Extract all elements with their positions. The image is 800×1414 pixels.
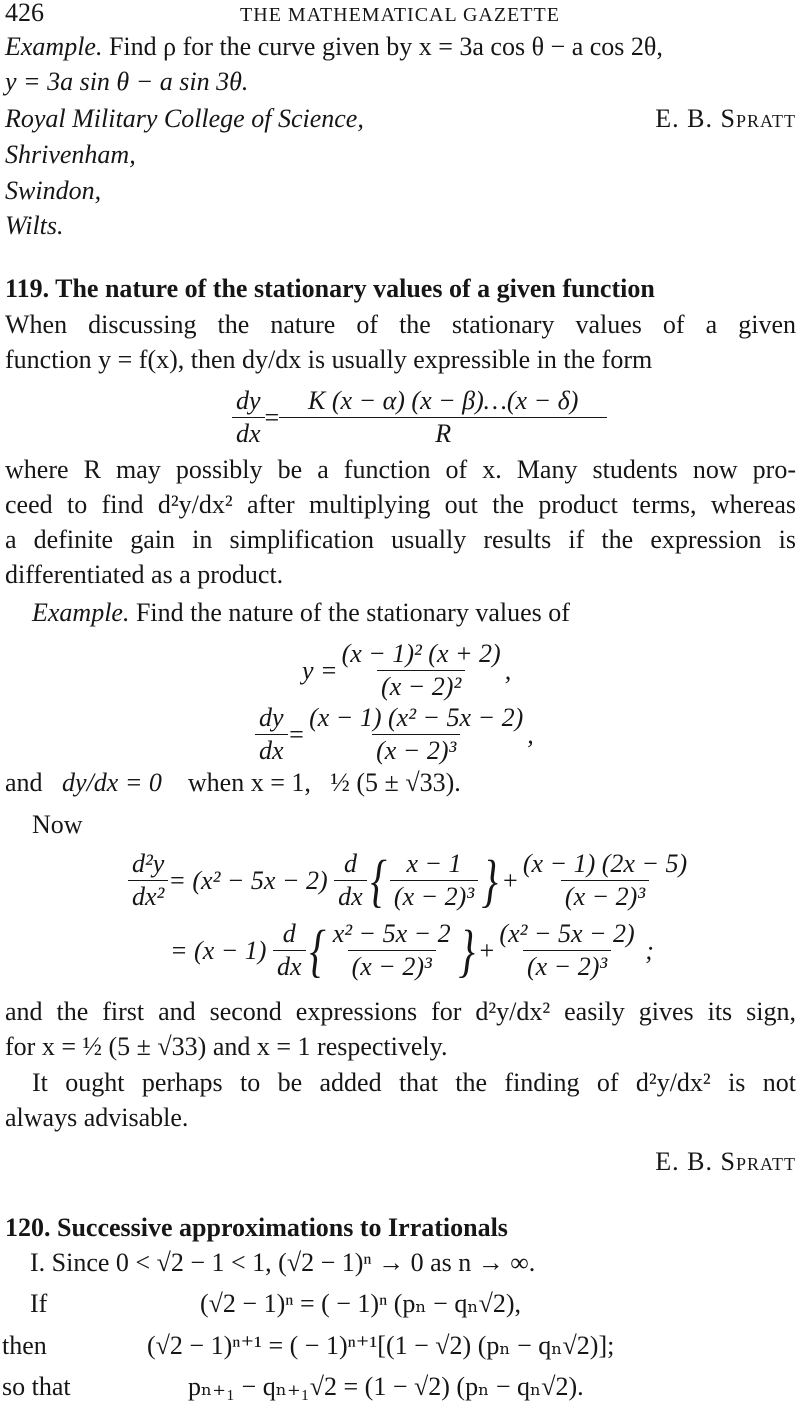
section-heading-120	[5, 1211, 508, 1245]
denominator: dx	[334, 880, 367, 913]
numerator: K (x − α) (x − β)…(x − δ)	[308, 386, 579, 415]
paragraph-line: always advisable.	[5, 1103, 189, 1132]
denominator: (x − 2)³	[372, 734, 460, 767]
denominator: (x − 2)²	[377, 670, 465, 703]
author-signature: E. B. Spratt	[655, 1147, 796, 1176]
punctuation: ,	[527, 719, 534, 749]
paragraph-line: function y = f(x), then dy/dx is usually expressible in the form	[5, 345, 653, 374]
section-title: Successive approximations to Irrationals	[57, 1213, 508, 1242]
affiliation-line: Royal Military College of Science,	[5, 104, 364, 133]
equation-y	[302, 638, 511, 703]
plus-sign: +	[501, 865, 519, 895]
fraction	[338, 638, 505, 703]
fraction	[232, 385, 265, 450]
section-number: 119.	[5, 274, 50, 303]
equals-sign: =	[287, 719, 306, 749]
open-brace: {	[370, 847, 387, 913]
equation-second-derivative-alt	[170, 918, 654, 983]
equation-then: (√2 − 1)ⁿ⁺¹ = ( − 1)ⁿ⁺¹[(1 − √2) (pₙ − qₙ√2)];	[147, 1331, 615, 1360]
denominator: (x − 2)³	[523, 950, 611, 983]
example-equation: y = 3a sin θ − a sin 3θ.	[5, 67, 249, 96]
author-signature: E. B. Spratt	[655, 104, 796, 133]
denominator: R	[279, 417, 607, 450]
numerator: (x − 1)² (x + 2)	[341, 639, 501, 668]
section-title: The nature of the stationary values of a given function	[55, 274, 655, 303]
expression: = (x − 1)	[170, 935, 267, 965]
equation-derivative	[255, 702, 534, 767]
example-label: Example.	[32, 598, 130, 627]
numerator: x² − 5x − 2	[332, 919, 451, 948]
affiliation-line: Shrivenham,	[5, 140, 136, 169]
roots: ½ (5 ± √33).	[330, 768, 461, 797]
roots-line	[5, 766, 461, 800]
numerator: d	[282, 919, 296, 948]
equation-so-that: pₙ₊₁ − qₙ₊₁√2 = (1 − √2) (pₙ − qₙ√2).	[188, 1372, 584, 1401]
lhs: y =	[302, 655, 338, 685]
fraction	[279, 385, 607, 450]
fraction	[334, 848, 367, 913]
fraction	[273, 918, 306, 983]
plus-sign: +	[477, 935, 496, 965]
numerator: (x − 1) (x² − 5x − 2)	[309, 703, 524, 732]
fraction	[390, 848, 478, 913]
numerator: dy	[236, 386, 261, 415]
section-number: 120.	[5, 1213, 51, 1242]
fraction	[128, 848, 168, 913]
numerator: d²y	[132, 849, 165, 878]
denominator: (x − 2)³	[348, 950, 436, 983]
expression: = (x² − 5x − 2)	[168, 865, 328, 895]
denominator: dx	[232, 417, 265, 450]
numerator: x − 1	[406, 849, 462, 878]
paragraph-line: ceed to find d²y/dx² after multiplying out the product terms, whereas	[5, 490, 796, 519]
equation-second-derivative	[128, 848, 691, 913]
denominator: (x − 2)³	[561, 880, 649, 913]
label-if: If	[30, 1289, 48, 1318]
numerator: (x² − 5x − 2)	[499, 919, 635, 948]
paragraph-line: where R may possibly be a function of x. Many students now pro-	[5, 455, 796, 484]
fraction	[255, 702, 288, 767]
example-text: Find the nature of the stationary values of	[135, 598, 570, 627]
punctuation: ,	[504, 655, 512, 685]
condition: dy/dx = 0	[62, 768, 162, 797]
paragraph-line: a definite gain in simplification usually results if the expression is	[5, 525, 796, 554]
running-header: THE MATHEMATICAL GAZETTE	[240, 4, 560, 26]
denominator: dx	[255, 734, 288, 767]
paragraph-line: I. Since 0 < √2 − 1 < 1, (√2 − 1)ⁿ → 0 as n → ∞.	[30, 1248, 536, 1277]
numerator: dy	[259, 703, 284, 732]
equals-sign: =	[264, 402, 280, 432]
example-text: Find ρ for the curve given by x = 3a cos θ − a cos 2θ,	[108, 32, 663, 61]
affiliation-line: Wilts.	[5, 211, 64, 240]
numerator: d	[343, 849, 357, 878]
text: and	[5, 768, 43, 797]
denominator: dx	[273, 950, 306, 983]
punctuation: ;	[645, 935, 654, 965]
close-brace: }	[458, 917, 475, 983]
example-label: Example.	[5, 32, 103, 61]
example-line	[5, 30, 663, 64]
fraction	[519, 848, 691, 913]
section-heading-119	[5, 272, 655, 306]
text: when x = 1,	[187, 768, 311, 797]
paragraph-line: differentiated as a product.	[5, 560, 284, 589]
paragraph-line: It ought perhaps to be added that the finding of d²y/dx² is not	[32, 1068, 796, 1097]
paragraph-line: for x = ½ (5 ± √33) and x = 1 respectively.	[5, 1032, 448, 1061]
example-line	[32, 596, 570, 630]
label-then: then	[2, 1331, 47, 1360]
paragraph-line: When discussing the nature of the stationary values of a given	[5, 310, 796, 339]
open-brace: {	[308, 917, 326, 983]
denominator: (x − 2)³	[390, 880, 478, 913]
fraction	[305, 702, 527, 767]
affiliation-line: Swindon,	[5, 176, 102, 205]
paragraph-line: and the first and second expressions for d²y/dx² easily gives its sign,	[5, 997, 796, 1026]
equation-if: (√2 − 1)ⁿ = ( − 1)ⁿ (pₙ − qₙ√2),	[200, 1289, 522, 1318]
fraction	[329, 918, 455, 983]
denominator: dx²	[128, 880, 168, 913]
page-number: 426	[5, 0, 44, 27]
fraction	[495, 918, 638, 983]
numerator: (x − 1) (2x − 5)	[522, 849, 688, 878]
close-brace: }	[481, 847, 498, 913]
label-so-that: so that	[2, 1372, 71, 1401]
text-now: Now	[32, 810, 83, 839]
equation-dy-dx	[232, 385, 607, 450]
